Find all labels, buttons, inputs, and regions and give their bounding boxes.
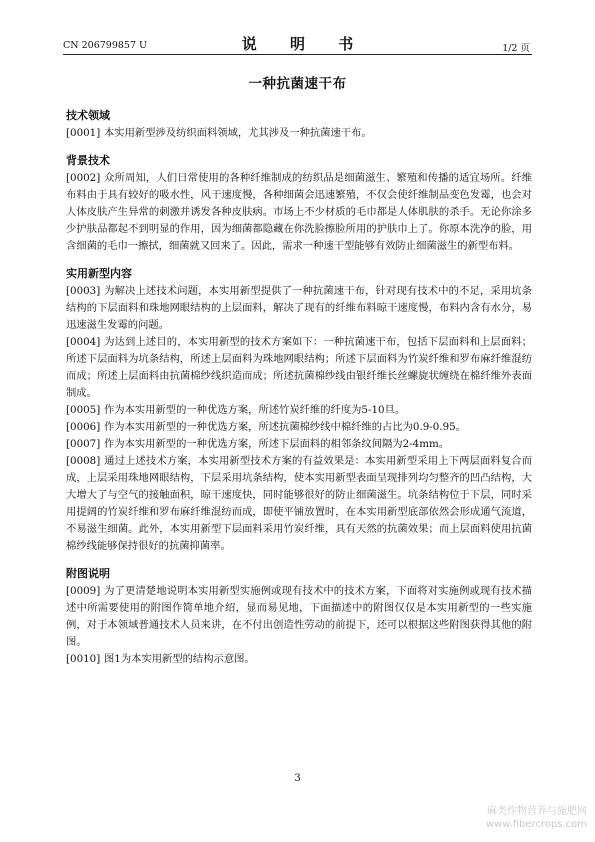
watermark [486,805,587,831]
paragraph [66,170,532,255]
paragraph-text: 为达到上述目的，本实用新型的技术方案如下：一种抗菌速干布，包括下层面料和上层面料；所述下层面料为坑条结构，所述上层面料为珠地网眼结构；所述下层面料为竹炭纤维和罗布麻纤维混纺而成；所述上层面料由抗菌棉纱线织造而成；所述抗菌棉纱线由银纤维长丝螺旋状缠绕在棉纤维外表面制成。 [66,336,532,399]
document-title: 一种抗菌速干布 [248,76,347,92]
paragraph [66,402,532,419]
paragraph-text: 本实用新型涉及纺织面料领域，尤其涉及一种抗菌速干布。 [104,127,372,139]
paragraph-number: [0006] [66,421,101,433]
watermark-line-2: www.fibercrops.com [485,819,587,830]
section [66,151,532,255]
section-heading: 背景技术 [66,154,110,167]
paragraph [66,334,532,402]
paragraph-number: [0002] [66,172,101,184]
paragraph-number: [0001] [66,127,101,139]
paragraph-text: 通过上述技术方案，本实用新型技术方案的有益效果是：本实用新型采用上下两层面料复合而成，上层采用珠地网眼结构，下层采用坑条结构，使本实用新型表面呈现排列均匀整齐的凹凸结构，大大增大了与空气的接触面积，晾干速度快，同时能够很好的防止细菌滋生。坑条结构位于下层，同时采用提阔的竹炭纤维和罗布麻纤维混纺而成，即使平铺放置时，在本实用新型底部依然会形成通气流道，不易滋生细菌。此外，本实用新型下层面料采用竹炭纤维，具有天然的抗菌效果；而上层面料使用抗菌棉纱线能够保持很好的抗菌抑菌率。 [66,455,532,552]
paragraph-text: 众所周知，人们日常使用的各种纤维制成的纺织品是细菌滋生、繁殖和传播的适宜场所。纤维布料由于具有较好的吸水性，风干速度慢，各种细菌会迅速繁殖，不仅会使纤维制品变色发霉，也会对人体皮肤产生异常的刺激并诱发各种皮肤病。市场上不少材质的毛巾都是人体肌肤的杀手。无论你涂多少护肤品都起不到明显的作用，因为细菌都隐藏在你洗脸擦脸所用的护肤巾上了。你原本洗净的脸，用含细菌的毛巾一擦拭，细菌就又回来了。因此，需求一种速干型能够有效防止细菌滋生的新型布料。 [66,172,532,252]
document-body [66,106,532,668]
paragraph [66,436,532,453]
paragraph-text: 为解决上述技术问题，本实用新型提供了一种抗菌速干布，针对现有技术中的不足，采用坑条结构的下层面料和珠地网眼结构的上层面料，解决了现有的纤维布料晾干速度慢，布料内含有水分，易迅速滋生发霉的问题。 [66,285,532,331]
paragraph [66,583,532,651]
section [66,564,532,668]
section-heading: 附图说明 [66,567,110,580]
paragraph-text: 作为本实用新型的一种优选方案，所述竹炭纤维的纤度为5-10旦。 [104,404,406,416]
section [66,106,532,142]
paragraph-number: [0010] [66,653,101,665]
section [66,264,532,555]
paragraph-number: [0003] [66,285,101,297]
document-type: 说 明 书 [241,35,368,53]
paragraph [66,125,532,142]
header-rule [63,54,532,55]
paragraph-number: [0007] [66,438,101,450]
paragraph [66,283,532,334]
paragraph-number: [0004] [66,336,101,348]
watermark-line-1: 麻类作物营养与施肥网 [487,806,587,817]
paragraph-number: [0009] [66,585,101,597]
page-indicator: 1/2 页 [502,43,530,54]
paragraph-text: 为了更清楚地说明本实用新型实施例或现有技术中的技术方案，下面将对实施例或现有技术描述中所需要使用的附图作简单地介绍，显而易见地，下面描述中的附图仅仅是本实用新型的一些实施例，对于本领域普通技术人员来讲，在不付出创造性劳动的前提下，还可以根据这些附图获得其他的附图。 [66,585,532,648]
paragraph-number: [0008] [66,455,101,467]
paragraph-text: 图1为本实用新型的结构示意图。 [104,653,255,665]
paragraph [66,651,532,668]
paragraph [66,453,532,555]
paragraph [66,419,532,436]
paragraph-text: 作为本实用新型的一种优选方案，所述下层面料的相邻条纹间隔为2-4mm。 [104,438,450,450]
patent-number: CN 206799857 U [63,40,148,51]
page-number: 3 [294,773,301,784]
paragraph-text: 作为本实用新型的一种优选方案，所述抗菌棉纱线中棉纤维的占比为0.9-0.95。 [104,421,466,433]
section-heading: 实用新型内容 [66,267,132,280]
section-heading: 技术领域 [66,109,110,122]
paragraph-number: [0005] [66,404,101,416]
